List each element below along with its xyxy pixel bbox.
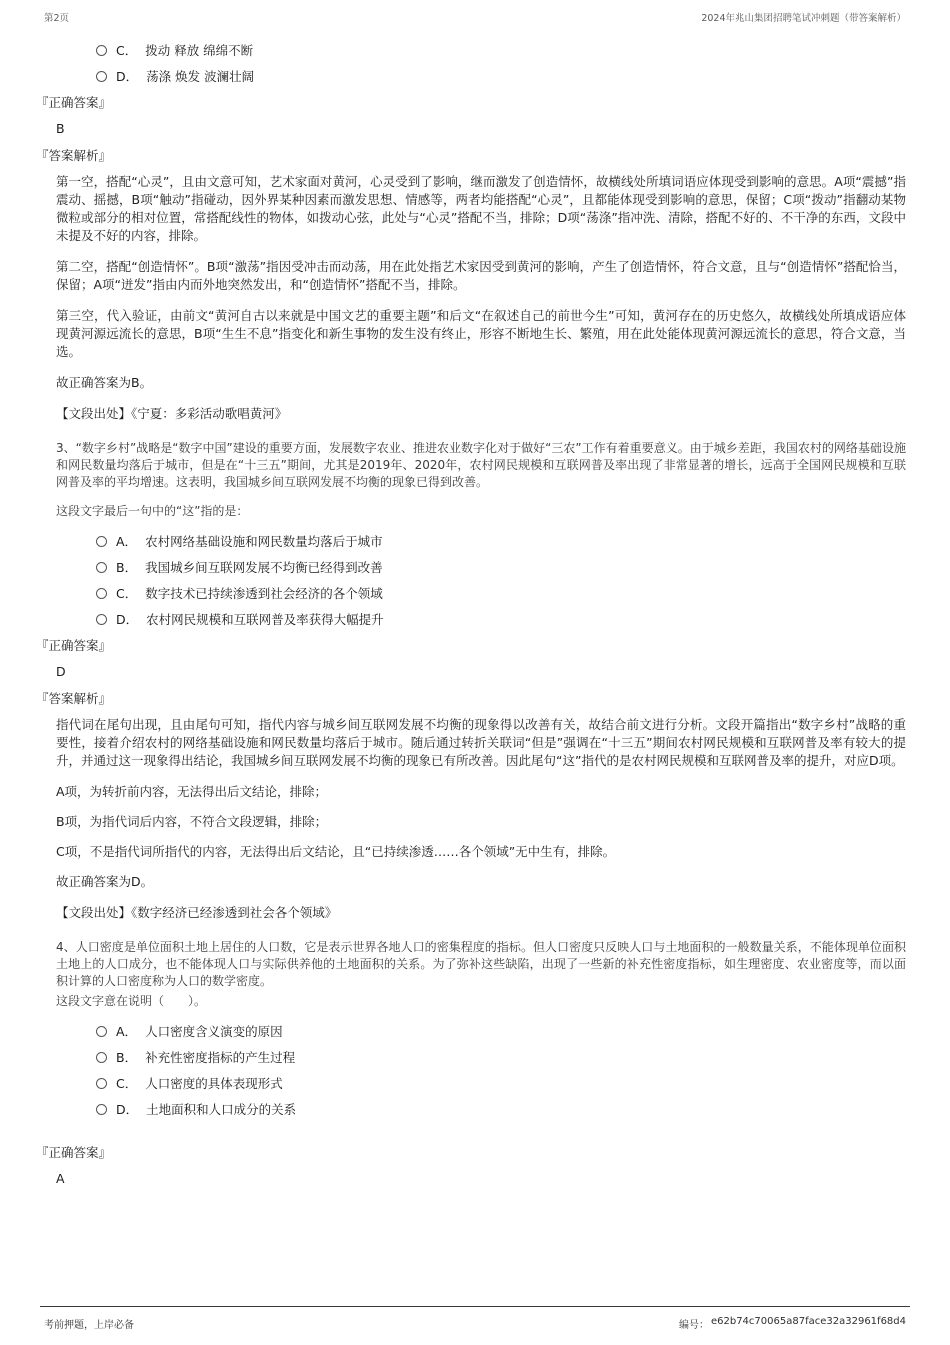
page-number: 第2页 bbox=[44, 13, 70, 24]
page-footer bbox=[44, 1316, 906, 1331]
option-letter: A． bbox=[116, 1024, 138, 1039]
analysis-point: C项，不是指代词所指代的内容，无法得出后文结论，且“已持续渗透……各个领域”无中生有，排除。 bbox=[56, 844, 616, 859]
answer-analysis-label: 『答案解析』 bbox=[36, 148, 112, 163]
answer-analysis-label: 『答案解析』 bbox=[36, 691, 112, 706]
document-title: 2024年兆山集团招聘笔试冲刺题（带答案解析） bbox=[701, 13, 906, 24]
q4-option-c-row bbox=[96, 1075, 906, 1092]
radio-button[interactable] bbox=[96, 1052, 107, 1063]
option-text: 数字技术已持续渗透到社会经济的各个领域 bbox=[145, 586, 383, 601]
footer-divider bbox=[40, 1306, 910, 1307]
q3-option-c-row bbox=[96, 585, 906, 602]
option-text: 人口密度的具体表现形式 bbox=[145, 1076, 283, 1091]
radio-button[interactable] bbox=[96, 1104, 107, 1115]
option-letter: D． bbox=[116, 612, 139, 627]
q2-option-d-row bbox=[96, 68, 906, 85]
footer-slogan: 考前押题，上岸必备 bbox=[44, 1320, 134, 1331]
option-letter: C． bbox=[116, 1076, 138, 1091]
radio-button[interactable] bbox=[96, 614, 107, 625]
q3-prompt: 这段文字最后一句中的“这”指的是： bbox=[56, 504, 249, 518]
radio-button[interactable] bbox=[96, 71, 107, 82]
q2-conclusion: 故正确答案为B。 bbox=[56, 375, 153, 390]
radio-button[interactable] bbox=[96, 562, 107, 573]
option-text: 拨动 释放 绵绵不断 bbox=[145, 43, 254, 58]
q4-option-b-row bbox=[96, 1049, 906, 1066]
q3-source: 【文段出处】《数字经济已经渗透到社会各个领域》 bbox=[56, 905, 338, 920]
option-text: 我国城乡间互联网发展不均衡已经得到改善 bbox=[145, 560, 383, 575]
radio-button[interactable] bbox=[96, 1078, 107, 1089]
option-text: 荡涤 焕发 波澜壮阔 bbox=[146, 69, 255, 84]
correct-answer-label: 『正确答案』 bbox=[36, 638, 112, 653]
radio-button[interactable] bbox=[96, 1026, 107, 1037]
radio-button[interactable] bbox=[96, 45, 107, 56]
page-content bbox=[36, 42, 906, 1197]
q3-option-d-row bbox=[96, 611, 906, 628]
option-letter: B． bbox=[116, 560, 138, 575]
analysis-paragraph: 第三空，代入验证，由前文“黄河自古以来就是中国文艺的重要主题”和后文“在叙述自己的前世今生”可知，黄河存在的历史悠久，故横线处所填成语应体现黄河源远流长的意思，B项“生生不息”指变化和新生事物的发生没有终止，形容不断地生长、繁殖，用在此处能体现黄河源远流长的意思，符合文意，当选。 bbox=[56, 308, 906, 359]
correct-answer-label: 『正确答案』 bbox=[36, 1145, 112, 1160]
serial-label: 编号： bbox=[678, 1320, 709, 1331]
q3-option-a-row bbox=[96, 533, 906, 550]
option-letter: D． bbox=[116, 69, 139, 84]
q4-answer-letter: A bbox=[56, 1171, 65, 1186]
analysis-paragraph: 第二空，搭配“创造情怀”。B项“激荡”指因受冲击而动荡，用在此处指艺术家因受到黄河的影响，产生了创造情怀，符合文意，且与“创造情怀”搭配恰当，保留；A项“迸发”指由内而外地突然发出，和“创造情怀”搭配不当，排除。 bbox=[56, 259, 906, 292]
q3-conclusion: 故正确答案为D。 bbox=[56, 874, 154, 889]
option-letter: C． bbox=[116, 586, 138, 601]
correct-answer-label: 『正确答案』 bbox=[36, 95, 112, 110]
radio-button[interactable] bbox=[96, 588, 107, 599]
q4-stem: 4、人口密度是单位面积土地上居住的人口数，它是表示世界各地人口的密集程度的指标。但人口密度只反映人口与土地面积的一般数量关系，不能体现单位面积土地上的人口成分，也不能体现人口与实际供养他的土地面积的关系。为了弥补这些缺陷，出现了一些新的补充性密度指标，如生理密度、农业密度等，而以面积计算的人口密度称为人口的数学密度。 bbox=[56, 940, 906, 988]
radio-button[interactable] bbox=[96, 536, 107, 547]
q4-prompt: 这段文字意在说明（ ）。 bbox=[56, 994, 207, 1008]
page-header bbox=[44, 10, 906, 24]
option-letter: D． bbox=[116, 1102, 139, 1117]
q3-option-b-row bbox=[96, 559, 906, 576]
option-letter: A． bbox=[116, 534, 138, 549]
document-serial bbox=[679, 1316, 906, 1331]
analysis-point: B项，为指代词后内容，不符合文段逻辑，排除； bbox=[56, 814, 328, 829]
option-text: 土地面积和人口成分的关系 bbox=[146, 1102, 297, 1117]
q2-source: 【文段出处】《宁夏：多彩活动歌唱黄河》 bbox=[56, 406, 288, 421]
option-text: 农村网民规模和互联网普及率获得大幅提升 bbox=[146, 612, 384, 627]
q3-answer-letter: D bbox=[56, 664, 66, 679]
analysis-paragraph: 指代词在尾句出现，且由尾句可知，指代内容与城乡间互联网发展不均衡的现象得以改善有关，故结合前文进行分析。文段开篇指出“数字乡村”战略的重要性，接着介绍农村的网络基础设施和网民数量均落后于城市。随后通过转折关联词“但是”强调在“十三五”期间农村网民规模和互联网普及率有较大的提升，并通过这一现象得出结论，我国城乡间互联网发展不均衡的现象已有所改善。因此尾句“这”指代的是农村网民规模和互联网普及率的提升，对应D项。 bbox=[56, 717, 906, 768]
option-text: 人口密度含义演变的原因 bbox=[145, 1024, 283, 1039]
analysis-point: A项，为转折前内容，无法得出后文结论，排除； bbox=[56, 784, 328, 799]
option-text: 补充性密度指标的产生过程 bbox=[145, 1050, 296, 1065]
option-text: 农村网络基础设施和网民数量均落后于城市 bbox=[145, 534, 383, 549]
serial-value: e62b74c70065a87face32a32961f68d4 bbox=[710, 1316, 906, 1327]
q2-answer-letter: B bbox=[56, 121, 65, 136]
analysis-paragraph: 第一空，搭配“心灵”，且由文意可知，艺术家面对黄河，心灵受到了影响，继而激发了创造情怀，故横线处所填词语应体现受到影响的意思。A项“震撼”指震动、摇撼，B项“触动”指碰动，因外界某种因素而激发思想、情感等，两者均能搭配“心灵”，且都能体现受到影响的意思，保留；C项“拨动”指翻动某物微粒或部分的相对位置，常搭配线性的物体，如拨动心弦，此处与“心灵”搭配不当，排除；D项“荡涤”指冲洗、清除，搭配不好的、不干净的东西，文段中未提及不好的内容，排除。 bbox=[56, 174, 906, 243]
q4-option-a-row bbox=[96, 1023, 906, 1040]
option-letter: C． bbox=[116, 43, 138, 58]
q2-option-c-row bbox=[96, 42, 906, 59]
q3-stem: 3、“数字乡村”战略是“数字中国”建设的重要方面，发展数字农业、推进农业数字化对于做好“三农”工作有着重要意义。由于城乡差距，我国农村的网络基础设施和网民数量均落后于城市，但是在“十三五”期间，尤其是2019年、2020年，农村网民规模和互联网普及率出现了非常显著的增长，远高于全国网民规模和互联网普及率的平均增速。这表明，我国城乡间互联网发展不均衡的现象已得到改善。 bbox=[56, 441, 906, 489]
q4-option-d-row bbox=[96, 1101, 906, 1118]
option-letter: B． bbox=[116, 1050, 138, 1065]
